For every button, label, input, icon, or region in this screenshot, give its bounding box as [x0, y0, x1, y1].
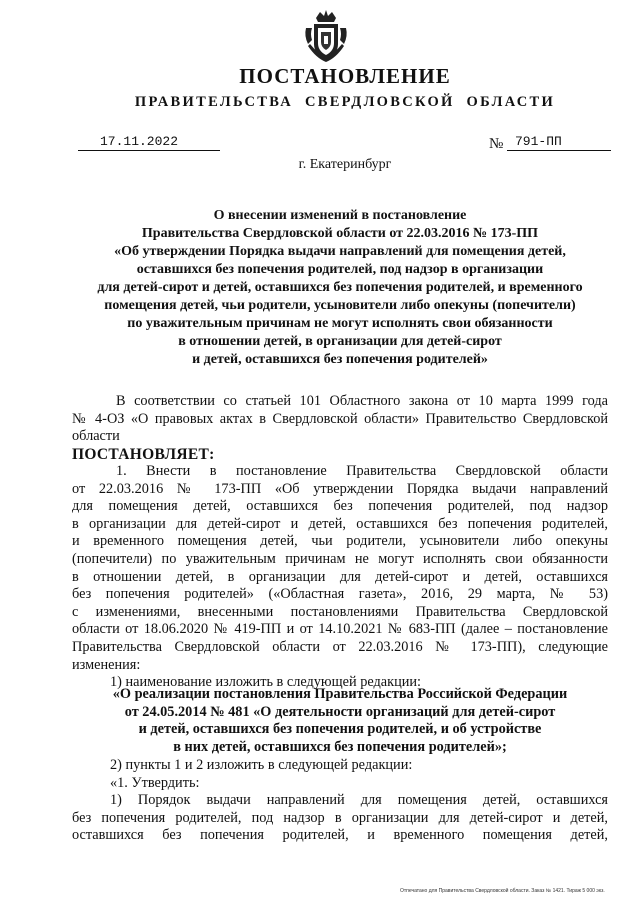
item-1-line: для помещения детей, оставшихся без попечения родителей, под надзор: [72, 498, 608, 515]
sub-item-1: 1) наименование изложить в следующей редакции:: [110, 674, 421, 691]
item-1: [72, 463, 608, 692]
item-1-line: (попечители) по уважительным причинам не могут исполнять свои обязанности: [72, 550, 608, 567]
item-1-line: в отношении детей, в организации для детей-сирот и детей, оставшихся: [72, 568, 608, 585]
sub-item-2-quote: «1. Утвердить:: [110, 774, 200, 791]
item-2: [72, 757, 608, 845]
item-1-line: области от 18.06.2020 № 419-ПП и от 14.10.2021 № 683-ПП (далее – постановление: [72, 621, 608, 638]
preamble: [72, 393, 608, 446]
heading-line: в отношении детей, в организации для детей-сирот: [178, 334, 502, 349]
item-1-line: и временного помещения детей, чьи родители, усыновители либо опекуны: [72, 533, 608, 550]
quote-line: от 24.05.2014 № 481 «О деятельности организаций для детей-сирот: [124, 703, 556, 720]
item-1-line: Правительства Свердловской области от 22.03.2016 № 173-ПП), следующие: [72, 638, 608, 655]
heading-line: помещения детей, чьи родители, усыновители либо опекуны (попечители): [104, 298, 576, 313]
heading-line: «Об утверждении Порядка выдачи направлений для помещения детей,: [114, 244, 566, 259]
item-1-line: без попечения родителей» («Областная газета», 2016, 29 марта, № 53): [72, 586, 608, 603]
heading-line: оставшихся без попечения родителей, под надзор в организации: [136, 262, 544, 277]
item-1-line: в организации для детей-сирот и детей, оставшихся без попечения родителей,: [72, 515, 608, 532]
quote-line: «О реализации постановления Правительства Российской Федерации: [112, 686, 568, 702]
document-issuer: ПРАВИТЕЛЬСТВА СВЕРДЛОВСКОЙ ОБЛАСТИ: [134, 94, 556, 110]
document-number: 791-ПП: [507, 135, 611, 151]
heading-line: Правительства Свердловской области от 22.03.2016 № 173-ПП: [141, 226, 539, 241]
document-heading: [72, 207, 608, 369]
preamble-line: № 4-ОЗ «О правовых актах в Свердловской области» Правительство Свердловской: [72, 410, 608, 427]
document-city: г. Екатеринбург: [298, 157, 392, 172]
quote-line: в них детей, оставшихся без попечения родителей»;: [173, 738, 507, 755]
number-label: №: [489, 136, 504, 152]
item-1-line: от 22.03.2016 № 173-ПП «Об утверждении Порядка выдачи направлений: [72, 480, 608, 497]
new-title-quote: [72, 686, 608, 756]
order-line: без попечения родителей, под надзор в организации для детей-сирот и детей,: [72, 809, 608, 826]
sub-item-2: 2) пункты 1 и 2 изложить в следующей редакции:: [110, 757, 413, 773]
order-line: оставшихся без попечения родителей, и временного помещения детей,: [72, 827, 608, 844]
heading-line: О внесении изменений в постановление: [213, 208, 467, 223]
resolves-label: ПОСТАНОВЛЯЕТ:: [72, 446, 215, 463]
item-1-line: 1. Внести в постановление Правительства Свердловской области: [116, 463, 608, 479]
order-line: 1) Порядок выдачи направлений для помещения детей, оставшихся: [110, 792, 608, 809]
preamble-line: области: [72, 428, 120, 445]
heading-line: по уважительным причинам не могут исполнять свои обязанности: [127, 316, 553, 331]
coat-of-arms-icon: [302, 10, 350, 64]
heading-line: и детей, оставшихся без попечения родителей»: [192, 352, 488, 367]
document-title: ПОСТАНОВЛЕНИЕ: [239, 64, 451, 88]
item-1-line: изменения:: [72, 656, 141, 673]
item-1-line: с изменениями, внесенными постановлениями Правительства Свердловской: [72, 603, 608, 620]
quote-line: и детей, оставшихся без попечения родителей, и об устройстве: [138, 721, 542, 738]
preamble-line: В соответствии со статьей 101 Областного закона от 10 марта 1999 года: [116, 393, 608, 409]
heading-line: для детей-сирот и детей, оставшихся без попечения родителей, и временного: [97, 280, 583, 295]
print-footer: Отпечатано для Правительства Свердловской области. Заказ № 1421. Тираж 5 000 экз.: [400, 888, 605, 894]
document-date: 17.11.2022: [78, 135, 220, 151]
